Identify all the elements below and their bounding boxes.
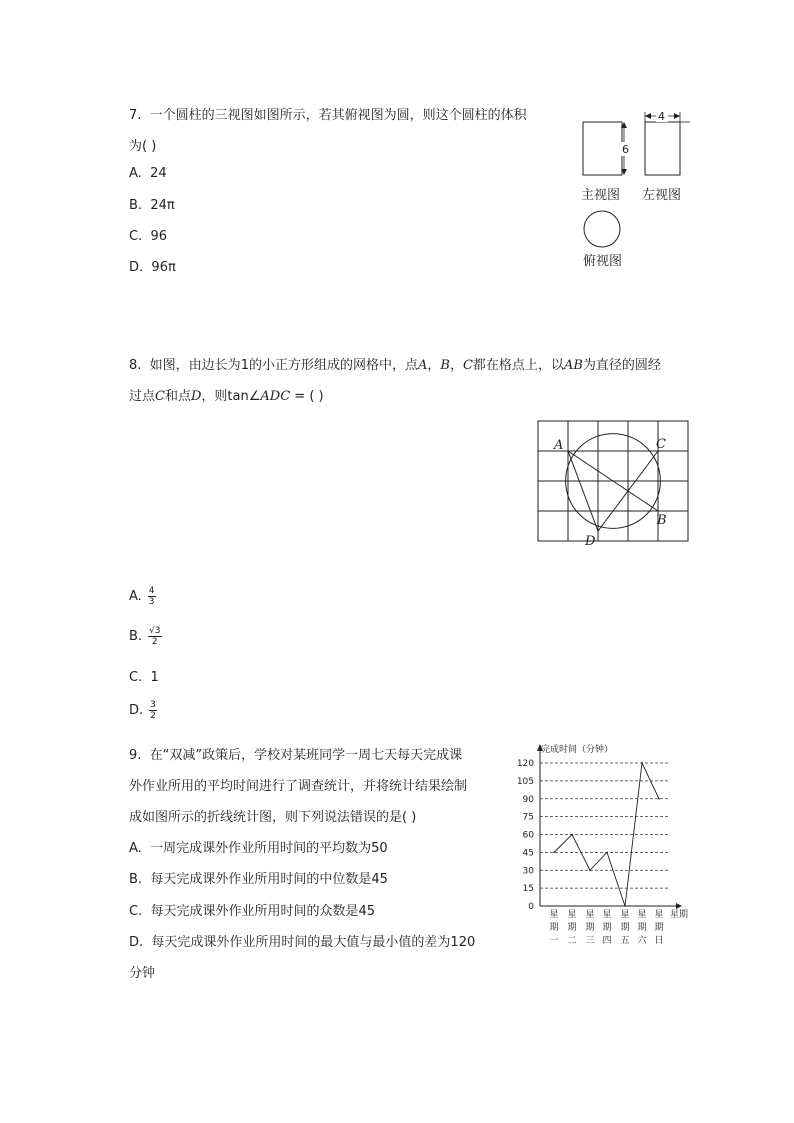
q7-stem-2: 为( ) bbox=[129, 139, 157, 154]
data-point bbox=[553, 852, 555, 854]
y-tick-label: 30 bbox=[522, 866, 534, 877]
q9-option-d[interactable]: D. 每天完成课外作业所用时间的最大值与最小值的差为120 bbox=[129, 935, 476, 950]
x-tick-label: 四 bbox=[602, 936, 612, 946]
front-view-label: 主视图 bbox=[581, 188, 621, 203]
label-b: B bbox=[657, 513, 667, 528]
q7-number: 7. bbox=[129, 108, 142, 123]
x-tick-label: 星 bbox=[620, 910, 630, 920]
q7-stem-1: 一个圆柱的三视图如图所示，若其俯视图为圆，则这个圆柱的体积 bbox=[149, 108, 527, 123]
side-view-label: 左视图 bbox=[642, 188, 682, 203]
q7-option-c[interactable]: C. 96 bbox=[129, 229, 168, 244]
x-tick-label: 期 bbox=[637, 923, 647, 933]
q7-option-b[interactable]: B. 24π bbox=[129, 198, 175, 213]
x-tick-label: 期 bbox=[602, 923, 612, 933]
y-tick-label: 60 bbox=[522, 830, 534, 841]
x-tick-label: 期 bbox=[620, 923, 630, 933]
q8-option-c[interactable]: C. 1 bbox=[129, 670, 159, 685]
x-axis-arrow bbox=[676, 903, 682, 909]
q9-stem-3: 成如图所示的折线统计图，则下列说法错误的是( ) bbox=[129, 810, 417, 825]
q9-option-a[interactable]: A. 一周完成课外作业所用时间的平均数为50 bbox=[129, 841, 388, 856]
x-tick-label: 日 bbox=[654, 936, 664, 946]
y-tick-label: 105 bbox=[516, 776, 534, 787]
x-tick-label: 期 bbox=[654, 923, 664, 933]
x-tick-label: 星 bbox=[585, 910, 595, 920]
x-tick-label: 期 bbox=[585, 923, 595, 933]
q8-option-a[interactable]: A. $\frac{4}{3}$ bbox=[129, 586, 155, 607]
q9-option-d-cont: 分钟 bbox=[129, 966, 156, 981]
y-tick-label: 0 bbox=[528, 902, 534, 912]
q8-line2: 过点C和点D，则tan∠ADC = ( ) bbox=[129, 389, 324, 404]
x-axis-label: 星期 bbox=[670, 910, 689, 920]
y-tick-label: 120 bbox=[516, 759, 534, 769]
x-tick-label: 星 bbox=[567, 910, 577, 920]
height-dim: 6 bbox=[622, 143, 629, 156]
q8-option-b[interactable]: B. $\frac{√3}{2}$ bbox=[129, 626, 161, 647]
x-tick-label: 二 bbox=[567, 936, 577, 946]
x-tick-label: 期 bbox=[549, 923, 559, 933]
x-tick-label: 星 bbox=[654, 910, 664, 920]
data-point bbox=[624, 905, 626, 907]
data-point bbox=[571, 834, 573, 836]
data-point bbox=[658, 798, 660, 800]
q8-line1: 8. 如图，由边长为1的小正方形组成的网格中，点A，B，C都在格点上，以AB为直径的圆经 bbox=[129, 358, 661, 373]
y-tick-label: 90 bbox=[522, 794, 534, 805]
x-tick-label: 期 bbox=[567, 923, 577, 933]
q9-option-c[interactable]: C. 每天完成课外作业所用时间的众数是45 bbox=[129, 904, 376, 919]
q9-option-b[interactable]: B. 每天完成课外作业所用时间的中位数是45 bbox=[129, 872, 388, 887]
x-tick-label: 五 bbox=[620, 936, 630, 946]
data-point bbox=[606, 852, 608, 854]
x-tick-label: 一 bbox=[549, 936, 559, 946]
x-tick-label: 三 bbox=[585, 936, 595, 946]
label-c: C bbox=[656, 437, 666, 452]
top-view-label: 俯视图 bbox=[583, 254, 623, 269]
width-dim: 4 bbox=[658, 110, 665, 123]
q8-option-d[interactable]: D. $\frac{3}{2}$ bbox=[129, 700, 156, 721]
x-tick-label: 星 bbox=[637, 910, 647, 920]
data-point bbox=[641, 762, 643, 764]
y-tick-label: 15 bbox=[522, 884, 534, 895]
chart-title: 完成时间（分钟） bbox=[541, 745, 614, 755]
label-d: D bbox=[585, 534, 596, 549]
q9-stem-2: 外作业所用的平均时间进行了调查统计，并将统计结果绘制 bbox=[129, 779, 468, 794]
label-a: A bbox=[554, 438, 564, 453]
q7-option-a[interactable]: A. 24 bbox=[129, 166, 167, 181]
q9-line1: 9. 在“双减”政策后，学校对某班同学一周七天每天完成课 bbox=[129, 748, 463, 763]
x-tick-label: 星 bbox=[549, 910, 559, 920]
y-tick-label: 45 bbox=[522, 848, 534, 859]
y-tick-label: 75 bbox=[522, 812, 534, 823]
data-point bbox=[589, 869, 591, 871]
q7-option-d[interactable]: D. 96π bbox=[129, 260, 176, 275]
x-tick-label: 星 bbox=[602, 910, 612, 920]
x-tick-label: 六 bbox=[637, 936, 647, 946]
